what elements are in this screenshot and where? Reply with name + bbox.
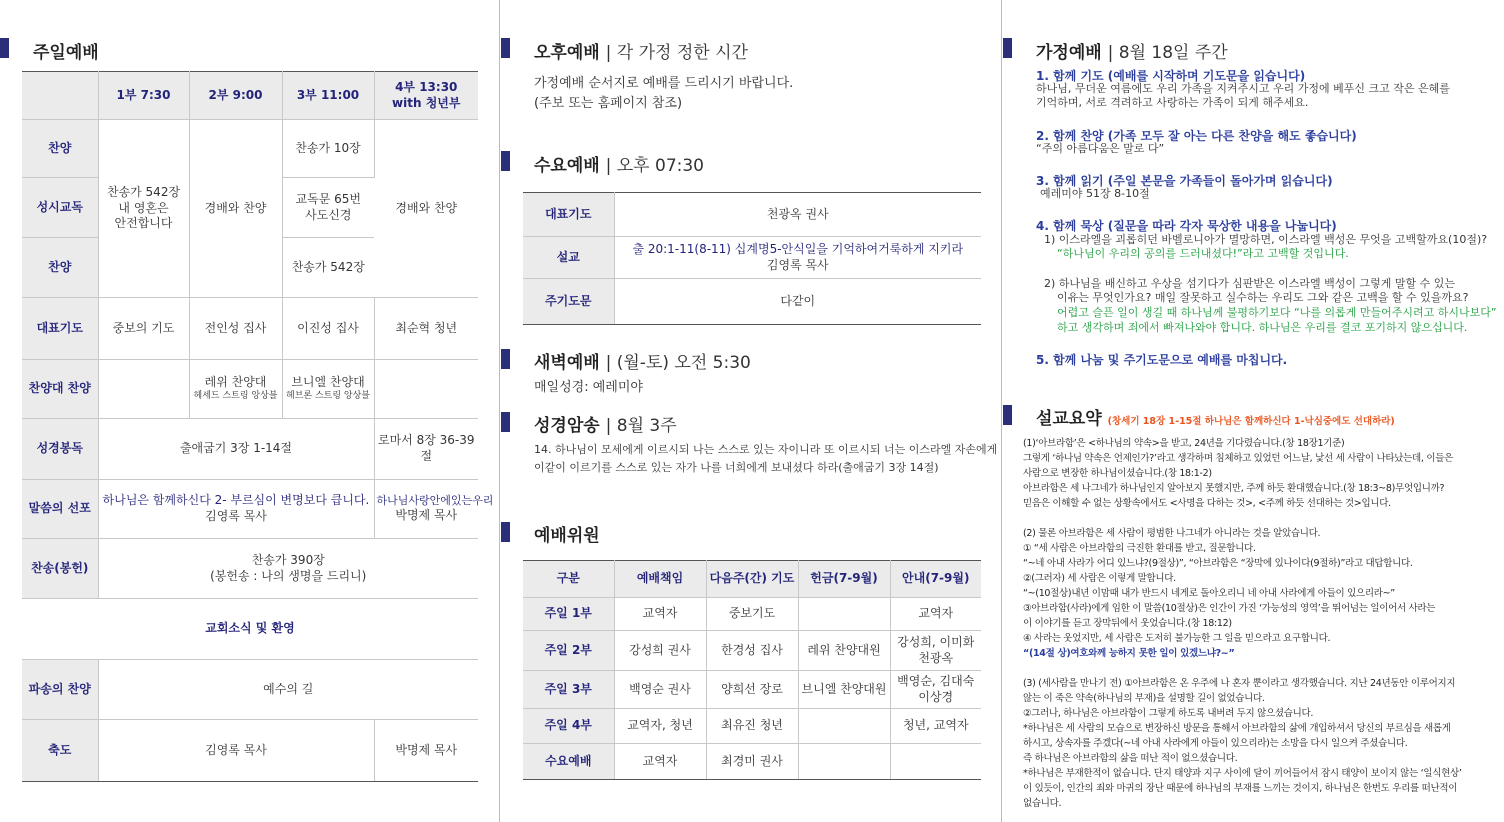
table-row	[22, 298, 478, 360]
table-row	[22, 720, 478, 782]
row-label: 대표기도	[523, 193, 614, 237]
cell: 백영순 권사	[614, 671, 706, 709]
header: 헌금(7-9월)	[798, 561, 890, 598]
header-3: 3부 11:00	[282, 72, 374, 120]
family-question: 이유는 무엇인가요? 매일 잘못하고 실수하는 우리도 그와 같은 고백을 할 수 있을까요?	[1057, 291, 1469, 304]
row-label: 찬양	[22, 238, 98, 298]
family-step-5: 5. 함께 나눔 및 주기도문으로 예배를 마칩니다.	[1036, 353, 1288, 367]
section-marker	[0, 38, 9, 58]
row-label: 주일 3부	[523, 671, 614, 709]
table-row	[523, 598, 981, 631]
sunday-service-column	[0, 0, 500, 822]
merged-cell-4: 경배와 찬양	[374, 120, 478, 298]
afternoon-title: 오후예배 | 각 가정 정한 시간	[534, 43, 748, 63]
family-text: 하나님, 무더운 여름에도 우리 가족을 지켜주시고 우리 가정에 베푸신 크고 작은 은혜를	[1036, 82, 1450, 95]
cell: 양희선 장로	[706, 671, 798, 709]
row-label: 대표기도	[22, 298, 98, 360]
cell: 레위 찬양대원	[798, 631, 890, 671]
family-step-2: 2. 함께 찬양 (가족 모두 잘 아는 다른 찬양을 해도 좋습니다)	[1036, 129, 1357, 143]
cell	[890, 744, 981, 780]
cell: 강성희 권사	[614, 631, 706, 671]
row-label: 주일 1부	[523, 598, 614, 631]
family-step-3: 3. 함께 읽기 (주일 본문을 가족들이 돌아가며 읽습니다)	[1036, 174, 1333, 188]
section-marker	[501, 151, 510, 171]
family-answer: 어렵고 슬픈 일이 생길 때 하나님께 불평하기보다 “나를 의롭게 만들어주시려고 하시나보다”	[1057, 306, 1497, 319]
row-label: 주기도문	[523, 279, 614, 325]
table-header-row	[22, 72, 478, 120]
table-row	[523, 709, 981, 744]
family-question: 2) 하나님을 배신하고 우상을 섬기다가 심판받은 이스라엘 백성이 그렇게 말할 수 있는	[1044, 277, 1456, 290]
cell: 레위 찬양대 헤세드 스트링 앙상블	[189, 360, 282, 419]
table-row	[22, 120, 478, 178]
header: 구분	[523, 561, 614, 598]
merged-cell-1: 찬송가 542장 내 영혼은 안전합니다	[98, 120, 189, 298]
table-row	[22, 539, 478, 599]
cell: 박명제 목사	[374, 720, 478, 782]
cell: 교역자, 청년	[614, 709, 706, 744]
family-question: 1) 이스라엘을 괴롭히던 바벨로니아가 멸망하면, 이스라엘 백성은 무엇을 고백할까요(10절)?	[1044, 233, 1488, 246]
cell: 이진성 집사	[282, 298, 374, 360]
table-header-row	[523, 561, 981, 598]
table-row	[523, 237, 981, 279]
row-label: 수요예배	[523, 744, 614, 780]
cell: 청년, 교역자	[890, 709, 981, 744]
row-label: 찬송(봉헌)	[22, 539, 98, 599]
row-label: 파송의 찬양	[22, 660, 98, 720]
cell	[890, 671, 981, 709]
cell: 예수의 길	[98, 660, 478, 720]
cell: 찬송가 10장	[282, 120, 374, 178]
cell: 교역자	[890, 598, 981, 631]
header: 안내(7-9월)	[890, 561, 981, 598]
news-row: 교회소식 및 환영	[22, 599, 478, 660]
cell	[374, 360, 478, 419]
cell: 다같이	[614, 279, 981, 325]
cell	[890, 631, 981, 671]
section-marker	[501, 522, 510, 542]
header-1: 1부 7:30	[98, 72, 189, 120]
cell: 하나님사랑안에있는우리 박명제 목사	[374, 480, 478, 539]
memory-line: 이같이 이르기를 스스로 있는 자가 나를 너희에게 보내셨다 하라(출애굽기 3장 14절)	[534, 461, 939, 474]
afternoon-line: (주보 또는 홈페이지 참조)	[534, 96, 683, 111]
family-step-1: 1. 함께 기도 (예배를 시작하며 기도문을 읽습니다)	[1036, 69, 1306, 83]
table-row	[22, 419, 478, 480]
cell	[798, 598, 890, 631]
row-label: 찬양	[22, 120, 98, 178]
section-marker	[501, 412, 510, 432]
row-label: 주일 2부	[523, 631, 614, 671]
cell: 찬송가 390장 (봉헌송 : 나의 생명을 드리니)	[98, 539, 478, 599]
section-marker	[501, 38, 510, 58]
table-row	[523, 193, 981, 237]
cell: 중보기도	[706, 598, 798, 631]
cell-line: 이상경	[918, 689, 954, 704]
header-4: 4부 13:30 with 청년부	[374, 72, 478, 120]
table-row	[523, 671, 981, 709]
cell: 천광옥 권사	[614, 193, 981, 237]
family-title: 가정예배 | 8월 18일 주간	[1036, 43, 1228, 63]
cell: 최유진 청년	[706, 709, 798, 744]
table-row	[523, 631, 981, 671]
cell: 출 20:1-11(8-11) 십계명5-안식일을 기억하여거룩하게 지키라 김영록 목사	[614, 237, 981, 279]
cell-line: 강성희, 이미화	[897, 634, 975, 649]
row-label: 성시교독	[22, 178, 98, 238]
cell: 전인성 집사	[189, 298, 282, 360]
row-label: 주일 4부	[523, 709, 614, 744]
row-label: 말씀의 선포	[22, 480, 98, 539]
table-row	[22, 360, 478, 419]
family-step-4: 4. 함께 묵상 (질문을 따라 각자 묵상한 내용을 나눕니다)	[1036, 219, 1337, 233]
weekday-services-column	[501, 0, 1002, 822]
dawn-line: 매일성경: 예레미야	[534, 380, 643, 395]
row-label: 찬양대 찬양	[22, 360, 98, 419]
dawn-title: 새벽예배 | (월-토) 오전 5:30	[534, 353, 751, 373]
merged-cell-2: 경배와 찬양	[189, 120, 282, 298]
sunday-table	[22, 71, 494, 782]
table-row	[523, 744, 981, 780]
section-marker	[1003, 38, 1012, 58]
header-2: 2부 9:00	[189, 72, 282, 120]
cell: 최순혁 청년	[374, 298, 478, 360]
memory-title: 성경암송 | 8월 3주	[534, 416, 677, 436]
row-label: 설교	[523, 237, 614, 279]
corner-cell	[22, 72, 98, 120]
row-label: 축도	[22, 720, 98, 782]
sunday-title: 주일예배	[33, 43, 99, 63]
cell: 최경미 권사	[706, 744, 798, 780]
cell: 교역자	[614, 744, 706, 780]
afternoon-line: 가정예배 순서지로 예배를 드리시기 바랍니다.	[534, 76, 794, 91]
cell: 하나님은 함께하신다 2- 부르심이 변명보다 큽니다. 김영록 목사	[98, 480, 374, 539]
cell: 찬송가 542장	[282, 238, 374, 298]
family-worship-column: 가정예배 | 8월 18일 주간 1. 함께 기도 (예배를 시작하며 기도문을 읽습니다) 하나님, 무더운 여름에도 우리 가족을 지켜주시고 우리 가정에 베푸신 크고 작은 은혜를 기억하며, 서로 격려하고 사랑하는 가족이 되게 해주세요. 2. 함께 찬양 (가족 모두 잘 아는 다른 찬양을 해도 좋습니다) “주의 아름다움은 말로 다” 3. 함께 읽기 (주일 본문을 가족들이 돌아가며 읽습니다) 예레미야 51장 8-10절 4. 함께 묵상 (질문을 따라 각자 묵상한 내용을 나눕니다) 1) 이스라엘을 괴롭히던 바벨로니아가 멸망하면, 이스라엘 백성은 무엇을 고백할까요(10절)? “하나님이 우리의 공의를 드러내셨다!”라고 고백할 것입니다. 2) 하나님을 배신하고 우상을 섬기다가 심판받은 이스라엘 백성이 그렇게 말할 수 있는 이유는 무엇인가요? 매일 잘못하고 실수하는 우리도 그와 같은 고백을 할 수 있을까요? 어렵고 슬픈 일이 생길 때 하나님께 불평하기보다 “나를 의롭게 만들어주시려고 하시나보다” 하고 생각하며 죄에서 빠져나와야 합니다. 하나님은 우리를 결코 포기하지 않으십니다. 5. 함께 나눔 및 주기도문으로 예배를 마칩니다. 설교요약 (창세기 18장 1-15절 하나님은 함께하신다 1-낙심중에도 선대하라) (1)‘아브라함’은 <하나님의 약속>을 받고, 24년을 기다렸습니다.(창 18장1기준) 그렇게 ‘하나님 약속은 언제인가?’라고 생각하며 침체하고 있었던 어느날, 낯선 세 사람이 나타났는데, 이들은 사람으로 변장한 하나님이셨습니다.(창 18:1-2) 아브라함은 세 나그네가 하나님인지 알아보지 못했지만, 주께 하듯 환대했습니다.(창 18:3~8)무엇입니까? 믿음은 이해할 수 없는 상황속에서도 <사명을 다하는 것>, <주께 하듯 선대하는 것>입니다. (2) 물론 아브라함은 세 사람이 평범한 나그네가 아니라는 것을 알았습니다. ① “세 사람은 아브라함의 극진한 환대를 받고, 질문합니다. “~네 아내 사라가 어디 있느냐?(9절상)”, “아브라함은 “장막에 있나이다(9절하)”라고 대답합니다. ②(그러자) 세 사람은 이렇게 말합니다. “~(10절상)내년 이맘때 내가 반드시 네게로 돌아오리니 네 아내 사라에게 아들이 있으리라~” ③아브라함(사라)에게 임한 이 말씀(10절상)은 인간이 가진 ‘가능성의 영역’을 뛰어넘는 일이어서 사라는 이 이야기를 듣고 장막뒤에서 웃었습니다.(창 18:12) ④ 사라는 웃었지만, 세 사람은 도저히 불가능한 그 일을 믿으라고 요구합니다. “(14절 상)여호와께 능하지 못한 일이 있겠느냐?~” (3) (세사람을 만나기 전) ①아브라함은 온 우주에 나 혼자 뿐이라고 생각했습니다. 지난 24년동안 이루어지지 않는 이 죽은 약속(하나님의 부재)을 설명할 길이 없었습니다. ②그러나, 하나님은 아브라함이 그렇게 하도록 내버려 두지 않으셨습니다. *하나님은 세 사람의 모습으로 변장하신 방문을 통해서 아브라함의 삶에 개입하셔서 당신의 부르심을 새롭게 하시고, 상속자를 주겠다(~네 아내 사라에게 아들이 있으리라)는 소망을 다시 일으켜 주셨습니다. 즉 하나님은 아브라함의 삶을 떠난 적이 없으셨습니다. *하나님은 부재한적이 없습니다. 단지 태양과 지구 사이에 달이 끼어들어서 잠시 태양이 보이지 않는 ‘일식현상’ 이 있듯이, 인간의 죄와 마귀의 장난 때문에 하나님의 부재를 느끼는 것이지, 하나님은 한번도 우리를 떠난적이 없습니다.	[1003, 0, 1504, 822]
table-row	[22, 660, 478, 720]
memory-line: 14. 하나님이 모세에게 이르시되 나는 스스로 있는 자이니라 또 이르시되 너는 이스라엘 자손에게	[534, 443, 998, 456]
cell: 중보의 기도	[98, 298, 189, 360]
cell: 교독문 65번 사도신경	[282, 178, 374, 238]
family-answer: “하나님이 우리의 공의를 드러내셨다!”라고 고백할 것입니다.	[1057, 247, 1349, 260]
wednesday-title: 수요예배 | 오후 07:30	[534, 156, 704, 176]
cell: 로마서 8장 36-39절	[374, 419, 478, 480]
cell	[798, 709, 890, 744]
cell: 한경성 집사	[706, 631, 798, 671]
cell: 브니엘 찬양대 헤브론 스트링 앙상블	[282, 360, 374, 419]
staff-table	[523, 560, 981, 780]
section-marker	[1003, 405, 1012, 425]
family-answer: 하고 생각하며 죄에서 빠져나와야 합니다. 하나님은 우리를 결코 포기하지 않으십니다.	[1057, 321, 1468, 334]
family-text: 기억하며, 서로 격려하고 사랑하는 가족이 되게 해주세요.	[1036, 96, 1309, 109]
staff-title: 예배위원	[534, 526, 600, 546]
family-text: “주의 아름다움은 말로 다”	[1036, 142, 1165, 155]
wednesday-table	[523, 192, 981, 325]
family-text: 예레미야 51장 8-10절	[1040, 187, 1150, 200]
summary-title: 설교요약 (창세기 18장 1-15절 하나님은 함께하신다 1-낙심중에도 선대하라)	[1036, 409, 1395, 429]
row-label: 성경봉독	[22, 419, 98, 480]
cell: 김영록 목사	[98, 720, 374, 782]
cell: 출애굽기 3장 1-14절	[98, 419, 374, 480]
cell	[798, 744, 890, 780]
header: 예배책임	[614, 561, 706, 598]
cell: 교역자	[614, 598, 706, 631]
cell	[98, 360, 189, 419]
section-marker	[501, 349, 510, 369]
cell-line: 천광옥	[918, 650, 954, 665]
cell-line: 백영순, 김대숙	[897, 673, 975, 688]
table-row	[22, 599, 478, 660]
table-row	[22, 480, 478, 539]
cell: 브니엘 찬양대원	[798, 671, 890, 709]
table-row	[523, 279, 981, 325]
header: 다음주(간) 기도	[706, 561, 798, 598]
